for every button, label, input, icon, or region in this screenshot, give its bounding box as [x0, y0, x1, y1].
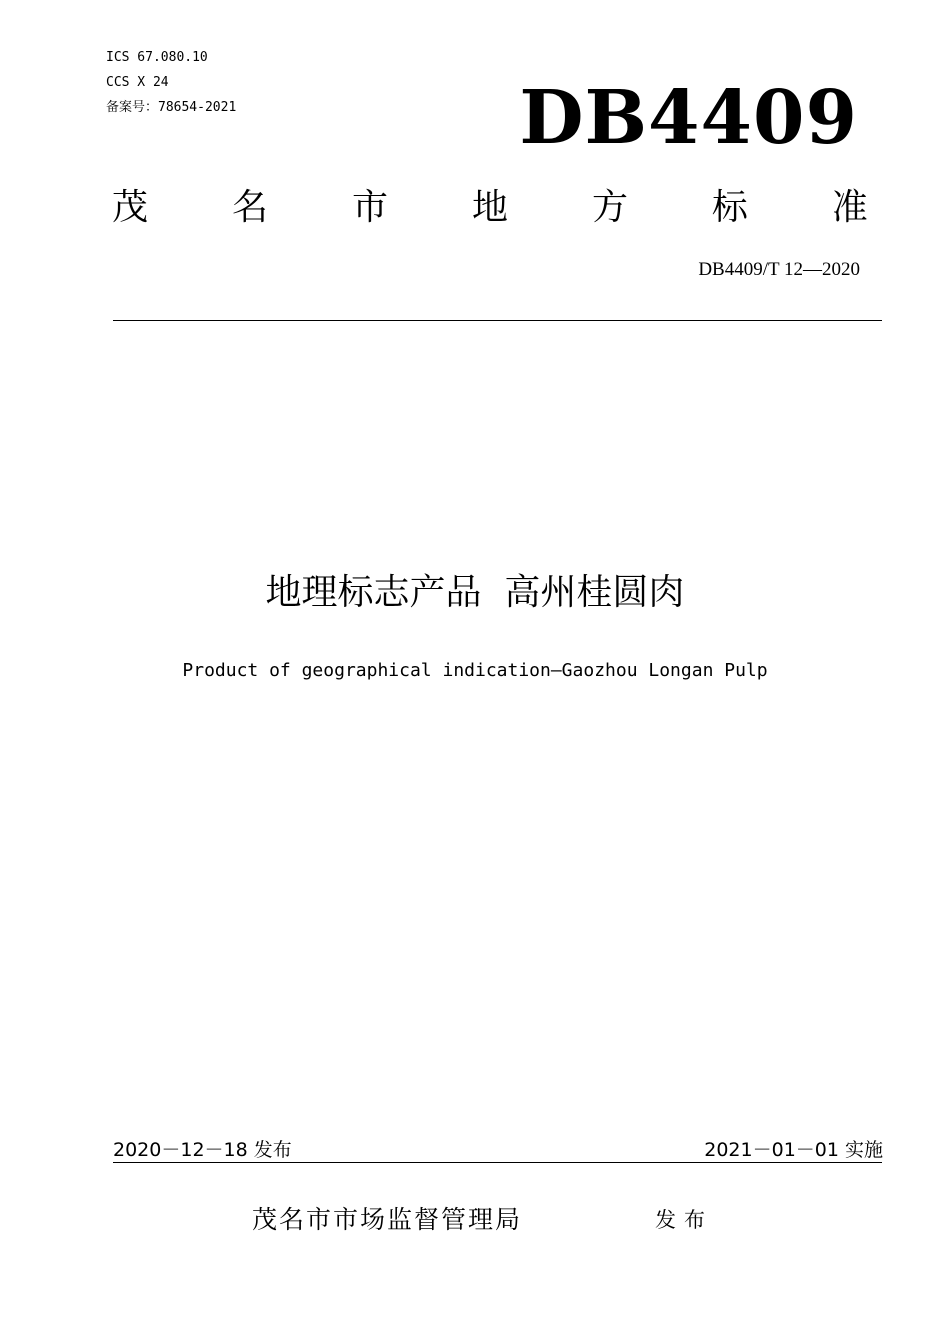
document-title-english: Product of geographical indication—Gaozhou Longan Pulp [182, 660, 768, 681]
issue-date: 2020－12－18 发布 [113, 1139, 292, 1161]
standard-type [112, 186, 868, 230]
top-divider [113, 320, 882, 321]
ics-code: ICS 67.080.10 [106, 50, 208, 65]
bottom-divider [113, 1162, 882, 1163]
standard-type-char: 地 [471, 187, 508, 228]
publisher-name: 茂名市市场监督管理局 [252, 1205, 523, 1234]
ccs-code: CCS X 24 [106, 75, 169, 90]
standard-number: DB4409/T 12—2020 [698, 259, 860, 280]
standard-type-char: 标 [711, 187, 748, 228]
document-title-chinese: 地理标志产品 高州桂圆肉 [265, 572, 685, 613]
standard-type-char: 方 [591, 187, 628, 228]
publish-label: 发布 [655, 1208, 713, 1232]
filing-number: 备案号：78654-2021 [106, 100, 237, 115]
standard-logo: DB4409 [519, 75, 858, 161]
publisher-row [0, 1204, 950, 1238]
implementation-date: 2021－01－01 实施 [704, 1139, 883, 1161]
standard-type-char: 准 [831, 187, 868, 228]
standard-type-char: 市 [351, 187, 388, 228]
standard-type-char: 名 [231, 187, 268, 228]
standard-type-char: 茂 [112, 187, 149, 228]
